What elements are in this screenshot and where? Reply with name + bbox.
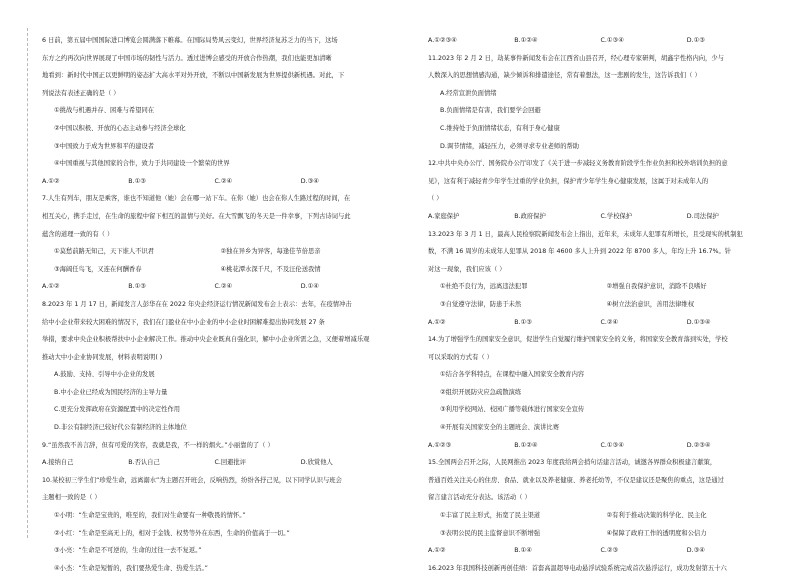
- question-text-line: [42, 495, 387, 513]
- answer-option: ③利用学校网站、校园广播等载体进行国家安全宣传: [440, 406, 585, 414]
- question-text: 16.2023 年我国科技创新再创佳绩：首套高温超导电动悬浮试验系统完成首次悬浮运行，成功发射第五十六: [428, 564, 727, 572]
- question-text-line: [428, 161, 773, 179]
- option-line: [428, 126, 773, 144]
- choice-option: A.接纳自己: [42, 459, 74, 467]
- choice-option: A.①②: [42, 177, 60, 185]
- answer-option: ④保障了政府工作的透明度和公信力: [606, 529, 707, 537]
- choice-option: D.③④: [686, 547, 705, 555]
- option-pair-row: [428, 531, 773, 549]
- left-column: [42, 38, 387, 583]
- choice-row: [428, 443, 773, 461]
- question-text-line: [428, 337, 773, 355]
- option-line: [42, 126, 387, 144]
- choice-option: A.①②: [42, 283, 60, 291]
- choice-option: B.①③: [128, 283, 146, 291]
- choice-row: [42, 284, 387, 302]
- option-line: [42, 108, 387, 126]
- choice-option: D.司法保护: [686, 212, 719, 220]
- choice-option: C.①③④: [600, 441, 624, 449]
- option-line: [42, 144, 387, 162]
- option-line: [42, 372, 387, 390]
- answer-option: ③海阔任鸟飞，又连在何酬香春: [54, 265, 142, 273]
- question-text-line: [42, 320, 387, 338]
- choice-option: D.欣赏他人: [300, 459, 333, 467]
- option-line: [42, 390, 387, 408]
- right-column: [428, 38, 773, 583]
- question-text: 11.2023 年 2 月 2 日，劫某事件新闻发布会在江西省山县召开，经心理专家研判，胡鑫宇性格内向，少与: [428, 54, 724, 62]
- answer-option: ④开展有关国家安全的主题班会、演讲比赛: [440, 424, 559, 432]
- choice-row: [428, 214, 773, 232]
- answer-option: B.负面情绪是有害，我们要学会回避: [440, 107, 541, 115]
- binding-margin-line: [27, 28, 28, 538]
- answer-option: A.经常宣泄负面情绪: [440, 89, 497, 97]
- answer-option: ④中国重视与其他国家的合作，致力于共同建设一个繁荣的世界: [54, 160, 230, 168]
- question-text: 对这一现象，我们应该（ ）: [428, 265, 506, 273]
- answer-option: B.中小企业已经成为国民经济的主导力量: [54, 388, 168, 396]
- choice-row: [428, 38, 773, 56]
- choice-option: C.①③④: [600, 37, 624, 44]
- option-line: [428, 390, 773, 408]
- quote-line: [42, 531, 387, 549]
- question-text-line: [42, 196, 387, 214]
- quote-line: [42, 548, 387, 566]
- option-line: [428, 91, 773, 109]
- question-text: 7.人生有列车，朋友是乘客，谁也不知道他（她）会在哪一站下车。在你（她）也会在你人生路过程的时间，在: [42, 195, 351, 203]
- question-text: 主题相一致的是（ ）: [42, 494, 101, 502]
- option-line: [428, 144, 773, 162]
- question-text-line: [428, 267, 773, 285]
- choice-option: B.否认自己: [128, 459, 160, 467]
- option-pair-row: [428, 513, 773, 531]
- question-text-line: [428, 478, 773, 496]
- option-pair-row: [42, 267, 387, 285]
- question-text-line: [42, 73, 387, 91]
- question-text-line: [428, 196, 773, 214]
- student-quote: ①小明：“生命是宝贵的，唯至的，我们对生命要有一种敬畏的情怀。”: [54, 512, 246, 520]
- answer-option: ②组织开展防灾应急疏散演练: [440, 388, 522, 396]
- answer-option: C.更充分发挥政府在资源配置中的决定性作用: [54, 406, 181, 414]
- student-quote: ②小红：“生命是至高无上的，相对于金钱、权势等外在东西，生命的价值高于一切。”: [54, 529, 290, 537]
- question-text: 10.某校初三学生们“珍爱生命，远离溺水”为主题召开班会，反响热烈，纷纷各抒己见，以下同学认识与班会: [42, 476, 342, 484]
- question-text-line: [42, 38, 387, 56]
- choice-option: A.①②: [428, 318, 446, 326]
- answer-option: ②中国以积极、开放的心态主动参与经济全球化: [54, 124, 186, 132]
- student-quote: ③小亮：“生命是不可逆的，生命的过往一去不复返。”: [54, 547, 202, 555]
- answer-option: ②增强自我保护意识，消除不良嗜好: [606, 283, 707, 291]
- question-text-line: [428, 179, 773, 197]
- choice-row: [42, 179, 387, 197]
- choice-option: B.①④: [514, 547, 532, 555]
- choice-option: C.②③: [600, 547, 619, 555]
- question-text-line: [42, 337, 387, 355]
- choice-option: D.①③: [686, 37, 705, 44]
- question-text-line: [42, 443, 387, 461]
- question-text: 推动大中小企业协同发展，材料表明说明( ): [42, 353, 163, 361]
- question-text-line: [428, 73, 773, 91]
- choice-row: [428, 548, 773, 566]
- question-text-line: [428, 56, 773, 74]
- answer-option: ④树立法治意识，善用法律维权: [606, 300, 695, 308]
- choice-option: D.①④: [300, 283, 319, 291]
- question-text-line: [428, 495, 773, 513]
- question-text-line: [42, 355, 387, 373]
- question-text: 12.中共中央办公厅、国务院办公厅印发了《关于进一步减轻义务教育阶段学生作业负担和校外培训负担的意: [428, 160, 728, 168]
- question-text: 9.“虽然我不善言辞，但有可爱的笑容，我就是我，不一样的烟火。”小丽靠的了（ ）: [42, 441, 274, 449]
- choice-option: B.①③: [128, 177, 146, 185]
- answer-option: ③自觉遵守法律，防患于未然: [440, 300, 522, 308]
- question-text: 列说法有表述正确的是（ ）: [42, 89, 120, 97]
- answer-option: D.调节情绪，减轻压力，必须寻求专业老师的帮助: [440, 142, 580, 150]
- choice-option: D.③④: [300, 177, 319, 185]
- option-line: [42, 161, 387, 179]
- student-quote: ④小杰：“生命是短暂的，我们要热爱生命、热爱生活。”: [54, 564, 208, 572]
- choice-option: B.①③: [514, 318, 532, 326]
- question-text: 见》，这有利于减轻青少年学生过重的学业负担，保护青少年学生身心健康发展，这属于对未成年人的: [428, 177, 709, 185]
- question-text: （ ）: [428, 195, 443, 203]
- question-text: 人数深入的思想情感沟通，缺少倾诉和排遣途径，常有着想法，这一悲剧的发生，这告诉我们（ ）: [428, 72, 701, 80]
- answer-option: A.鼓励、支持、引导中小企业的发展: [54, 371, 155, 379]
- answer-option: ④桃花潭水深千尺，不及汪伦送我情: [220, 265, 321, 273]
- answer-option: ②独在异乡为异客，每逢佳节倍思亲: [220, 248, 321, 256]
- choice-option: A.①②: [428, 547, 446, 555]
- question-text: 15.全国两会召开之际，人民网推出 2023 年度我给两会捎句话建言活动，诚邀各界群众积极建言献策，: [428, 459, 717, 467]
- question-text-line: [42, 56, 387, 74]
- option-pair-row: [428, 284, 773, 302]
- choice-option: C.②④: [214, 283, 233, 291]
- quote-line: [42, 513, 387, 531]
- question-text-line: [42, 478, 387, 496]
- answer-option: ①丰富了民主形式，拓宽了民主渠道: [440, 512, 541, 520]
- choice-option: D.②③④: [686, 441, 711, 449]
- choice-option: A.家庭保护: [428, 212, 460, 220]
- option-line: [42, 425, 387, 443]
- choice-row: [428, 320, 773, 338]
- question-text-line: [428, 232, 773, 250]
- question-text-line: [428, 460, 773, 478]
- answer-option: C.维持处于负面情绪状态，有利于身心健康: [440, 124, 560, 132]
- question-text-line: [42, 91, 387, 109]
- question-text: 举措，要求中央企业积极帮扶中小企业解决工作。推动中央企业既真自强化识，解中小企业所需之急，又便着增减乐观: [42, 336, 370, 344]
- question-text-line: [428, 249, 773, 267]
- choice-option: D.①③④: [686, 318, 711, 326]
- question-text: 地看到：新时代中国正以更鲜明的姿态扩大高水平对外开放，不断以中国新发展为世界提供新机遇。对此，下: [42, 72, 345, 80]
- question-text: 13.2023 年 3 月 1 日，最高人民检察院新闻发布会上指出，近年来，未成年人犯罪有所增长，且受现实的机制犯: [428, 230, 743, 238]
- answer-option: ②有利于推动决策的科学化、民主化: [606, 512, 707, 520]
- choice-row: [42, 460, 387, 478]
- question-text-line: [42, 302, 387, 320]
- question-text: 8.2023 年 1 月 17 日，新闻发言人彭华在在 2022 年央企经济运行情况新闻发布会上表示：去年，在疫情冲击: [42, 300, 352, 308]
- choice-option: C.②④: [600, 318, 619, 326]
- question-text: 蕴含的道理一致的有（ ）: [42, 230, 114, 238]
- quote-line: [42, 566, 387, 583]
- choice-option: B.政府保护: [514, 212, 546, 220]
- question-text: 6 日前，第五届中国国际进口博览会圆满落下帷幕。在国际局势风云变幻，世界经济复苏乏力的当下，这场: [42, 37, 338, 44]
- option-line: [428, 108, 773, 126]
- choice-option: A.①②③: [428, 441, 452, 449]
- question-text: 14.为了增强学生的国家安全意识，促进学生自觉履行维护国家安全的义务，将国家安全教育落到实处，学校: [428, 336, 728, 344]
- question-text-line: [42, 232, 387, 250]
- question-text-line: [428, 355, 773, 373]
- question-text: 普通百姓关注关心的住房、食品、就业以及养老健康、养老托幼等，不仅是建议还是聚焦的重点，这是通过: [428, 476, 724, 484]
- answer-option: ①莫愁前路无知己，天下谁人不识君: [54, 248, 155, 256]
- choice-option: C.回避批评: [214, 459, 247, 467]
- answer-option: ①结合各学科特点，在课程中融入国家安全教育内容: [440, 371, 585, 379]
- option-line: [428, 407, 773, 425]
- choice-option: C.学校保护: [600, 212, 633, 220]
- answer-option: ①挑战与机遇并存、困难与希望同在: [54, 107, 155, 115]
- answer-option: ③中国致力于成为世界和平的建设者: [54, 142, 155, 150]
- question-text-line: [42, 214, 387, 232]
- option-line: [42, 407, 387, 425]
- option-line: [428, 372, 773, 390]
- question-text-line: [428, 566, 773, 583]
- answer-option: ③表明公民的民主监督意识不断增强: [440, 529, 541, 537]
- question-text: 留言建言活动充分表达。该活动（ ）: [428, 494, 531, 502]
- question-text: 给中小企业带来较大困难的情况下，我们在门盈业在中小企业的中小企业时困解难提出协同发展 27 条: [42, 318, 325, 326]
- question-text: 相互关心，携手走过，在生命的旅程中留下相互的温情与美好。在大雪飘飞的冬天是一件幸事，下列古诗词与此: [42, 212, 351, 220]
- option-pair-row: [42, 249, 387, 267]
- choice-option: B.①②④: [514, 441, 538, 449]
- option-pair-row: [428, 302, 773, 320]
- question-text: 数，不满 16 周岁的未成年人犯罪从 2018 年 4600 多人上升到 2022 年 8700 多人，年均上升 16.7%。针: [428, 248, 732, 256]
- option-line: [428, 425, 773, 443]
- answer-option: D.非公有制经济已较好代公有制经济的主体地位: [54, 424, 187, 432]
- choice-option: B.①②④: [514, 37, 538, 44]
- choice-option: A.①②③④: [428, 37, 457, 44]
- choice-option: C.②④: [214, 177, 233, 185]
- question-text: 东方之约再次向世界展现了中国市场的韧性与活力。透过进博会感受的开放合作热潮，我们也能更加清晰: [42, 54, 332, 62]
- question-text: 可以采取的方式有（ ）: [428, 353, 493, 361]
- answer-option: ①杜绝不良行为，远离违法犯罪: [440, 283, 528, 291]
